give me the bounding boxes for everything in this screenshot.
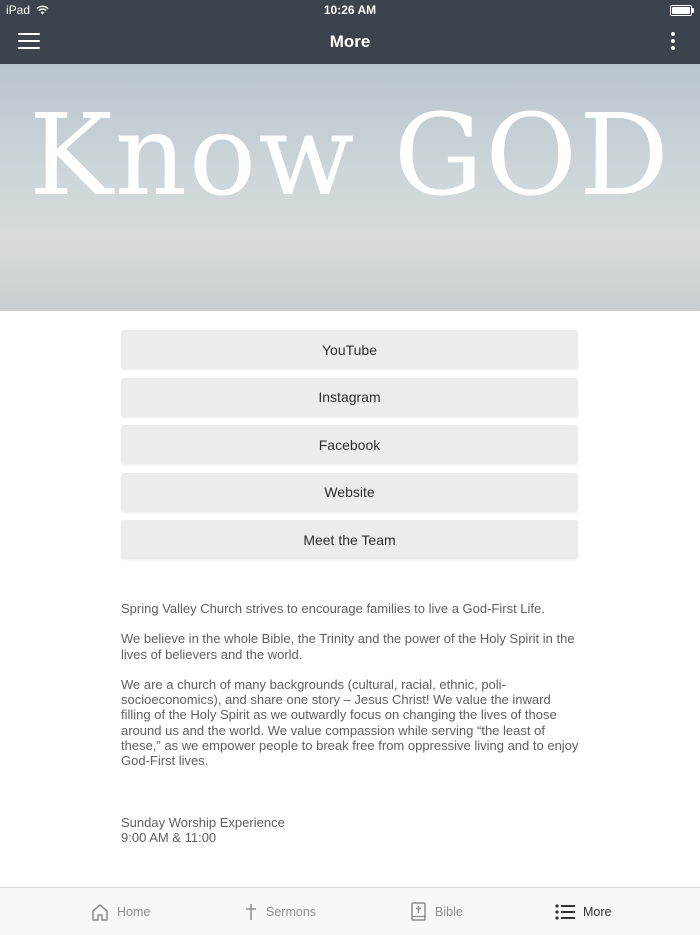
tab-bar	[0, 887, 700, 935]
tab-more[interactable]	[555, 888, 611, 935]
tab-home-label: Home	[117, 904, 151, 919]
device-label: iPad	[6, 3, 31, 17]
facebook-button[interactable]: Facebook	[121, 425, 578, 464]
nav-bar	[0, 20, 700, 64]
tab-home[interactable]	[91, 888, 150, 935]
meet-the-team-button[interactable]: Meet the Team	[121, 520, 578, 559]
service-times	[121, 815, 581, 846]
hero-banner	[0, 64, 700, 311]
list-icon	[555, 904, 575, 920]
service-hours: 9:00 AM & 11:00	[121, 830, 217, 846]
cross-icon	[244, 903, 258, 921]
website-button[interactable]: Website	[121, 473, 578, 512]
about-paragraph: We are a church of many backgrounds (cultural, racial, ethnic, poli-socioeconomics), and share one story – Jesus Christ! We value the inward filling of the Holy Spirit as we outwardly focus on changing the lives of those around us and the world. We value compassion while serving “the least of these,” as we empower people to break free from oppressive living and to enjoy God-First lives.	[121, 676, 579, 769]
service-title: Sunday Worship Experience	[121, 815, 285, 830]
tab-more-label: More	[583, 904, 612, 919]
home-icon	[91, 903, 109, 921]
youtube-button[interactable]: YouTube	[121, 330, 578, 369]
status-bar	[0, 0, 700, 20]
banner-logo-text: Know GOD	[29, 91, 671, 221]
page-title: More	[329, 32, 371, 51]
tab-sermons[interactable]	[244, 888, 316, 935]
battery-icon	[670, 5, 692, 16]
link-list	[121, 330, 578, 568]
tab-bible[interactable]	[411, 888, 463, 935]
about-paragraph: Spring Valley Church strives to encourage families to live a God-First Life.	[121, 601, 545, 616]
about-section	[121, 601, 581, 784]
tab-sermons-label: Sermons	[266, 904, 317, 919]
bible-icon	[411, 902, 427, 921]
about-paragraph: We believe in the whole Bible, the Trinity and the power of the Holy Spirit in the lives of believers and the world.	[121, 631, 575, 662]
top-bar	[0, 0, 700, 64]
instagram-button[interactable]: Instagram	[121, 378, 578, 417]
tab-bible-label: Bible	[435, 904, 463, 919]
status-time: 10:26 AM	[323, 3, 377, 17]
more-options-icon[interactable]	[670, 32, 676, 52]
